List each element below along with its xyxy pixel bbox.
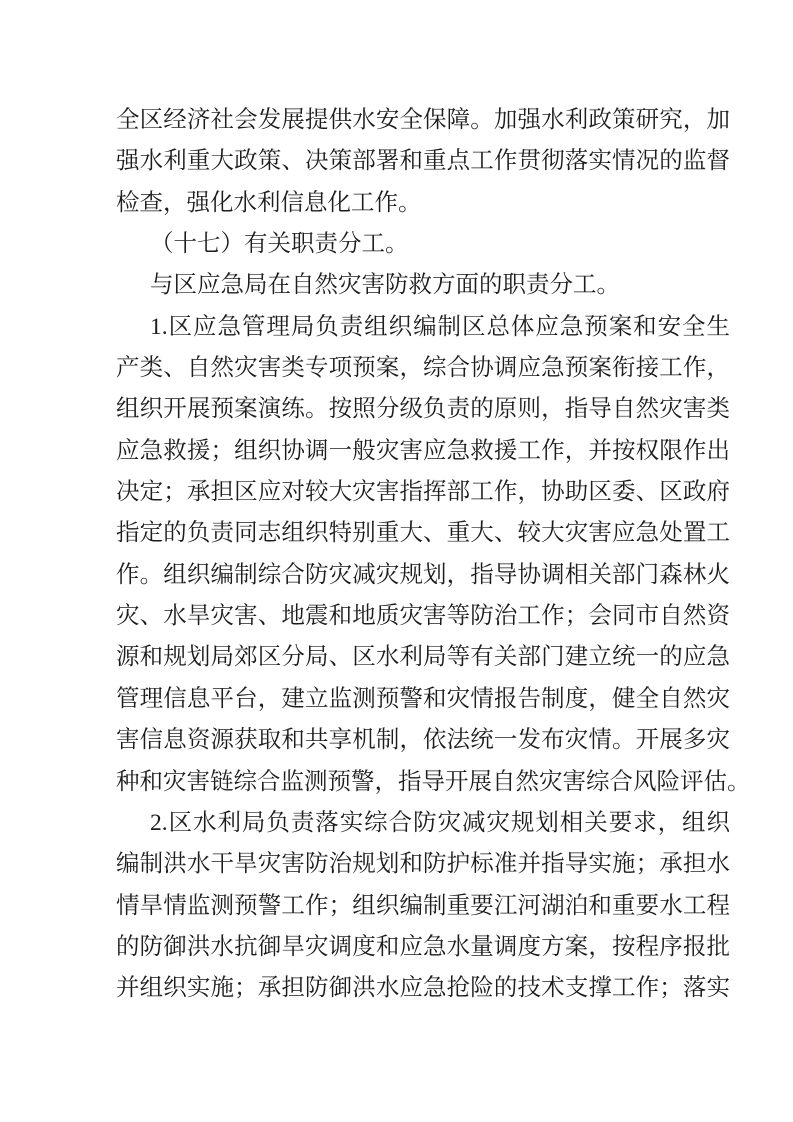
document-text-block [116, 100, 751, 1010]
text-line: 1.区应急管理局负责组织编制区总体应急预案和安全生 [150, 313, 730, 340]
text-line: 强水利重大政策、决策部署和重点工作贯彻落实情况的监督 [116, 148, 730, 175]
text-line: 产类、自然灾害类专项预案，综合协调应急预案衔接工作， [116, 355, 730, 382]
text-line: 种和灾害链综合监测预警，指导开展自然灾害综合风险评估。 [116, 768, 751, 795]
text-line: 源和规划局郊区分局、区水利局等有关部门建立统一的应急 [116, 644, 730, 671]
text-line: 管理信息平台，建立监测预警和灾情报告制度，健全自然灾 [116, 685, 730, 712]
text-line: 情旱情监测预警工作；组织编制重要江河湖泊和重要水工程 [116, 892, 730, 919]
text-line: 检查，强化水利信息化工作。 [116, 189, 422, 216]
text-line: 决定；承担区应对较大灾害指挥部工作，协助区委、区政府 [116, 479, 730, 506]
text-line: 与区应急局在自然灾害防救方面的职责分工。 [150, 272, 620, 299]
section-heading-line: （十七）有关职责分工。 [150, 231, 409, 258]
text-line: 害信息资源获取和共享机制，依法统一发布灾情。开展多灾 [116, 727, 730, 754]
text-line: 灾、水旱灾害、地震和地质灾害等防治工作；会同市自然资 [116, 603, 730, 630]
text-line: 2.区水利局负责落实综合防灾减灾规划相关要求，组织 [150, 809, 730, 836]
text-line: 应急救援；组织协调一般灾害应急救援工作，并按权限作出 [116, 437, 730, 464]
text-line: 编制洪水干旱灾害防治规划和防护标准并指导实施；承担水 [116, 851, 730, 878]
text-line: 作。组织编制综合防灾减灾规划，指导协调相关部门森林火 [116, 561, 730, 588]
text-line: 全区经济社会发展提供水安全保障。加强水利政策研究，加 [116, 107, 730, 133]
text-line: 并组织实施；承担防御洪水应急抢险的技术支撑工作；落实 [116, 975, 730, 1002]
text-line: 指定的负责同志组织特别重大、重大、较大灾害应急处置工 [116, 520, 730, 547]
text-line: 的防御洪水抗御旱灾调度和应急水量调度方案，按程序报批 [116, 933, 730, 960]
text-line: 组织开展预案演练。按照分级负责的原则，指导自然灾害类 [116, 396, 730, 423]
